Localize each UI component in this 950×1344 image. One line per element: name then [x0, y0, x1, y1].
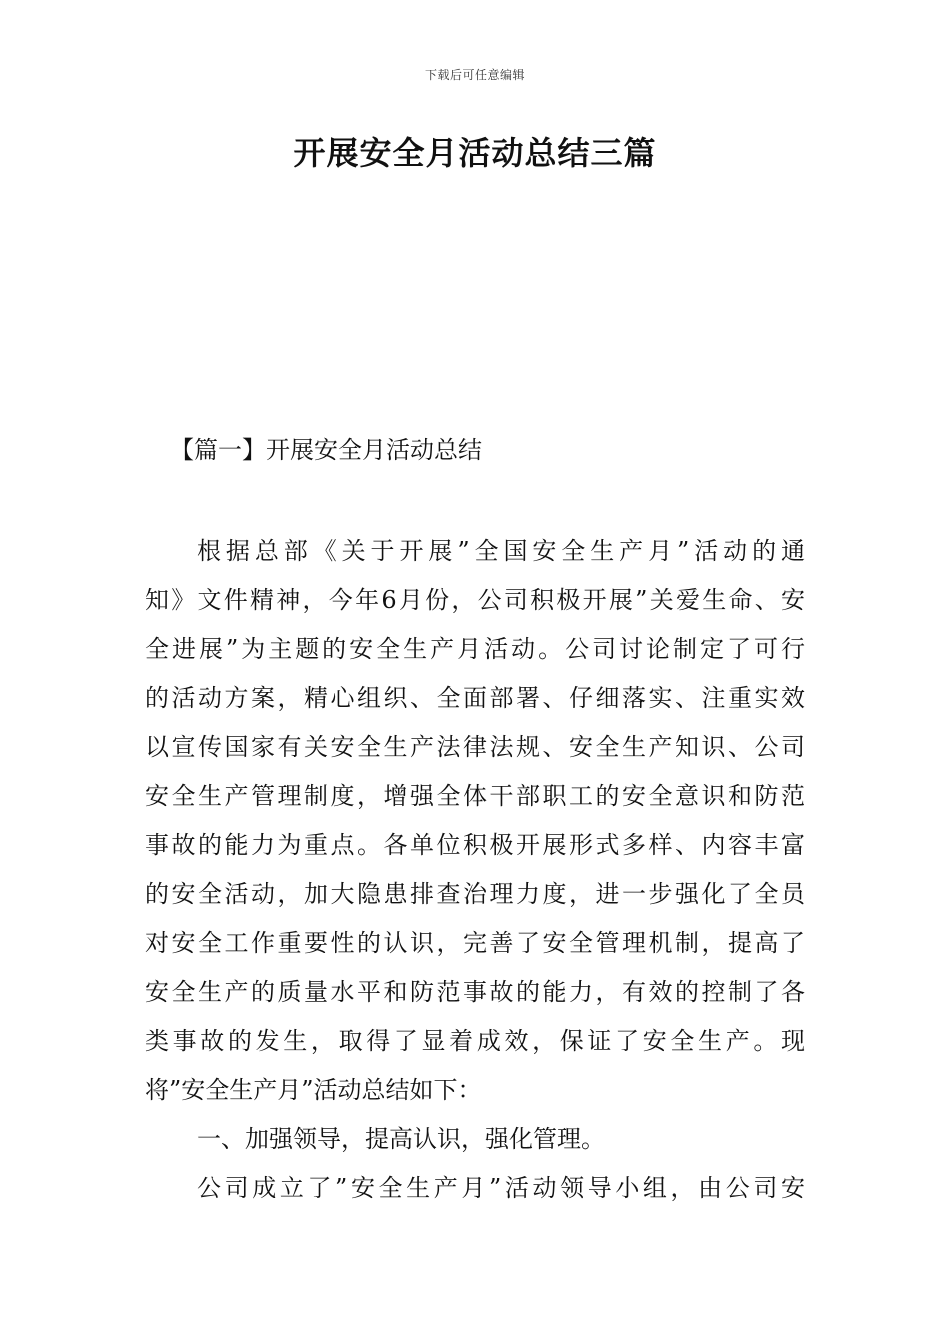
section-heading: 【篇一】开展安全月活动总结	[170, 436, 482, 464]
paragraph-line: 全进展”为主题的安全生产月活动。公司讨论制定了可行	[145, 635, 805, 663]
body-text	[145, 527, 805, 1213]
paragraph-line: 类事故的发生，取得了显着成效，保证了安全生产。现	[145, 1027, 805, 1055]
header-note: 下载后可任意编辑	[424, 68, 525, 82]
subsection-heading: 一、加强领导，提高认识，强化管理。	[197, 1125, 605, 1153]
paragraph-line: 根据总部《关于开展”全国安全生产月”活动的通	[197, 537, 805, 565]
paragraph-line: 将”安全生产月”活动总结如下：	[145, 1076, 482, 1104]
paragraph-line: 安全生产管理制度，增强全体干部职工的安全意识和防范	[145, 782, 805, 810]
paragraph-line: 对安全工作重要性的认识，完善了安全管理机制，提高了	[145, 929, 805, 957]
document-title: 开展安全月活动总结三篇	[293, 134, 657, 172]
paragraph-line: 安全生产的质量水平和防范事故的能力，有效的控制了各	[145, 978, 805, 1006]
paragraph-line: 事故的能力为重点。各单位积极开展形式多样、内容丰富	[145, 831, 805, 859]
paragraph-line: 的安全活动，加大隐患排查治理力度，进一步强化了全员	[145, 880, 805, 908]
paragraph-line: 知》文件精神，今年6月份，公司积极开展”关爱生命、安	[145, 586, 805, 614]
paragraph-line: 公司成立了”安全生产月”活动领导小组，由公司安	[197, 1174, 805, 1202]
paragraph-line: 以宣传国家有关安全生产法律法规、安全生产知识、公司	[145, 733, 805, 761]
paragraph-line: 的活动方案，精心组织、全面部署、仔细落实、注重实效	[145, 684, 805, 712]
